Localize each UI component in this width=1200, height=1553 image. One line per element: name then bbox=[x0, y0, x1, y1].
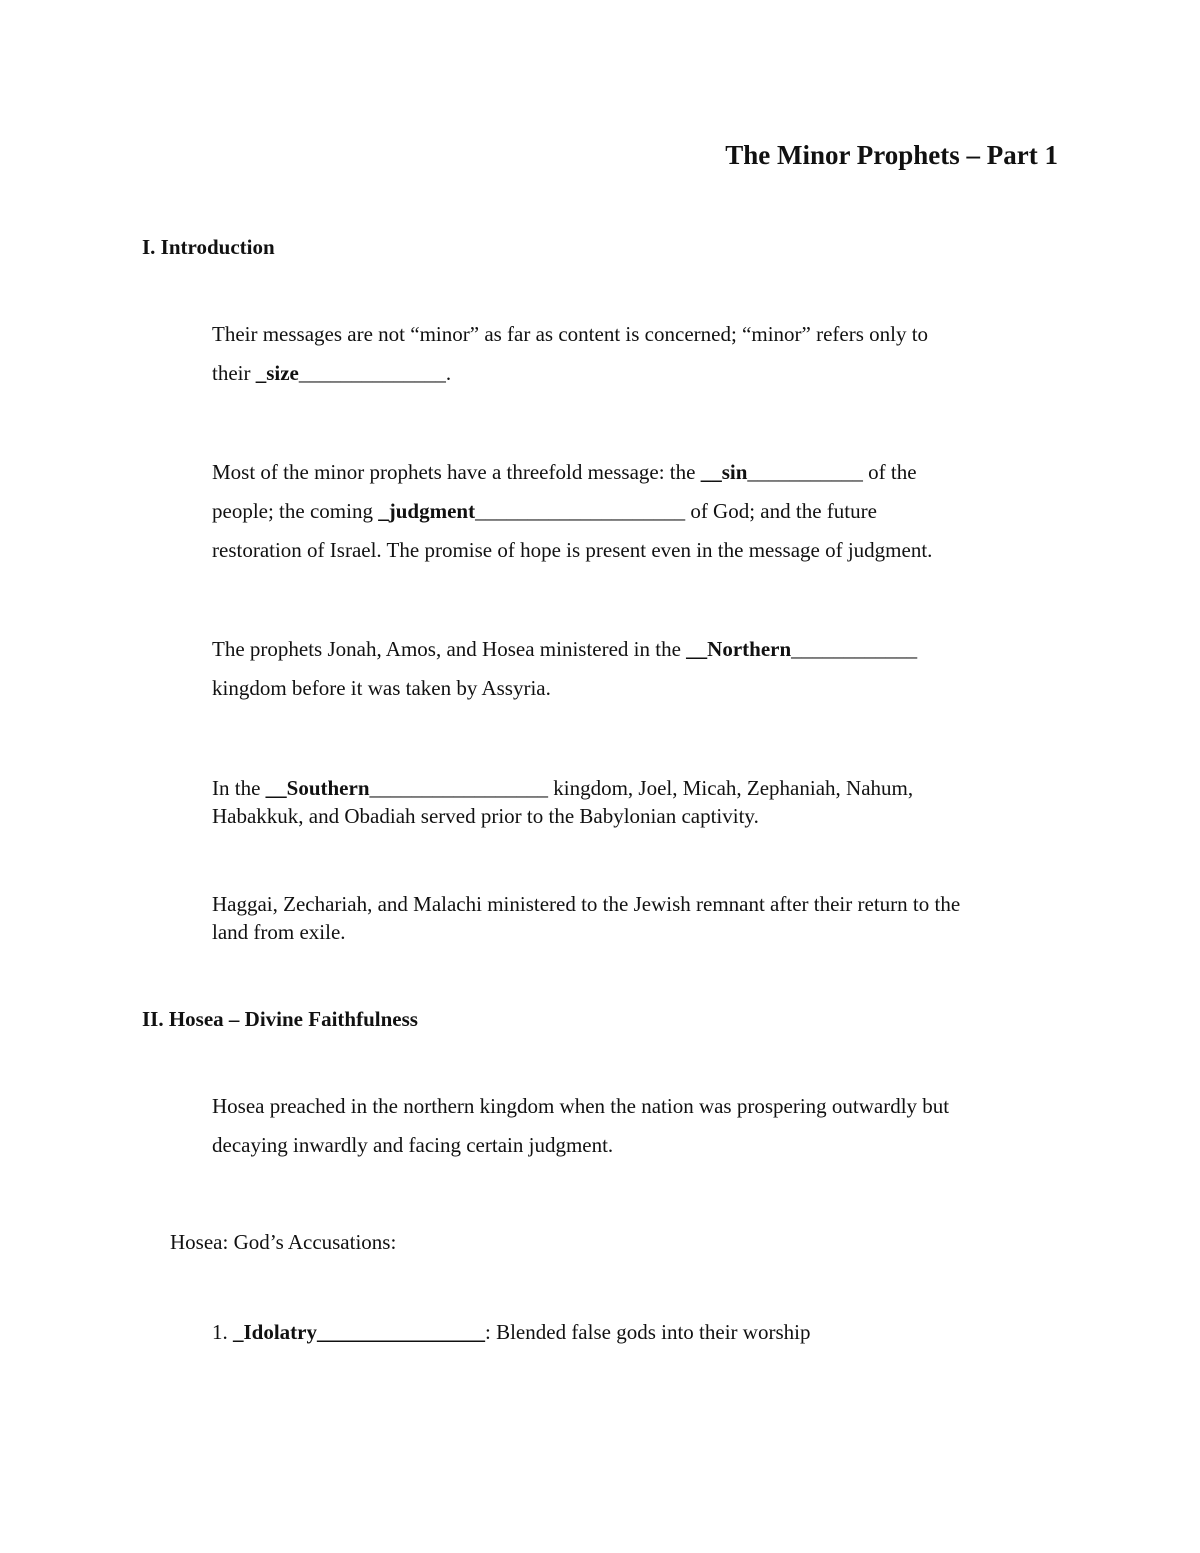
paragraph-line: kingdom before it was taken by Assyria. bbox=[212, 676, 551, 700]
blank-line: ________________ bbox=[317, 1320, 485, 1344]
hosea-accusations-subheading: Hosea: God’s Accusations: bbox=[170, 1230, 397, 1254]
fill-in-answer-judgment: _judgment bbox=[378, 499, 476, 523]
paragraph-line bbox=[212, 354, 928, 393]
blank-line: ____________ bbox=[791, 637, 918, 661]
blank-line: ______________. bbox=[298, 361, 452, 385]
paragraph-line: Habakkuk, and Obadiah served prior to the Babylonian captivity. bbox=[212, 804, 759, 828]
section-heading-hosea: II. Hosea – Divine Faithfulness bbox=[142, 1007, 418, 1031]
text-run: _Idolatry bbox=[233, 1320, 317, 1344]
fill-in-answer-size: _size bbox=[255, 361, 299, 385]
paragraph-line: restoration of Israel. The promise of hope is present even in the message of judgment. bbox=[212, 538, 933, 562]
text-run: their bbox=[212, 361, 256, 385]
document-title: The Minor Prophets – Part 1 bbox=[725, 140, 1058, 170]
fill-in-answer-idolatry bbox=[233, 1320, 485, 1344]
text-run: In the bbox=[212, 776, 266, 800]
paragraph-line: Hosea preached in the northern kingdom when the nation was prospering outwardly but bbox=[212, 1094, 950, 1118]
fill-in-answer-northern: __Northern bbox=[686, 637, 792, 661]
paragraph-line bbox=[212, 453, 932, 492]
text-run: : Blended false gods into their worship bbox=[485, 1320, 811, 1344]
intro-paragraph-3 bbox=[212, 630, 917, 708]
intro-paragraph-1 bbox=[212, 315, 928, 393]
section-heading-introduction: I. Introduction bbox=[142, 235, 275, 259]
text-run: The prophets Jonah, Amos, and Hosea ministered in the bbox=[212, 637, 687, 661]
text-run: Most of the minor prophets have a threefold message: the bbox=[212, 460, 701, 484]
text-run: people; the coming bbox=[212, 499, 379, 523]
hosea-paragraph-1 bbox=[212, 1087, 949, 1165]
paragraph-line bbox=[212, 774, 913, 802]
paragraph-line: Haggai, Zechariah, and Malachi ministered to the Jewish remnant after their return to the bbox=[212, 892, 961, 916]
fill-in-answer-sin: __sin bbox=[700, 460, 748, 484]
text-run: ___________ of the bbox=[747, 460, 917, 484]
intro-paragraph-2 bbox=[212, 453, 932, 570]
paragraph-line: Their messages are not “minor” as far as content is concerned; “minor” refers only to bbox=[212, 322, 929, 346]
paragraph-line: land from exile. bbox=[212, 920, 346, 944]
intro-paragraph-5 bbox=[212, 890, 960, 946]
paragraph-line bbox=[212, 630, 917, 669]
list-number: 1. bbox=[212, 1320, 233, 1344]
text-run: ____________________ of God; and the future bbox=[475, 499, 877, 523]
paragraph-line bbox=[212, 492, 932, 531]
paragraph-line: decaying inwardly and facing certain judgment. bbox=[212, 1133, 614, 1157]
fill-in-answer-southern: __Southern bbox=[265, 776, 370, 800]
intro-paragraph-4 bbox=[212, 774, 913, 830]
text-run: _________________ kingdom, Joel, Micah, Zephaniah, Nahum, bbox=[369, 776, 914, 800]
accusation-item-1 bbox=[212, 1313, 810, 1352]
